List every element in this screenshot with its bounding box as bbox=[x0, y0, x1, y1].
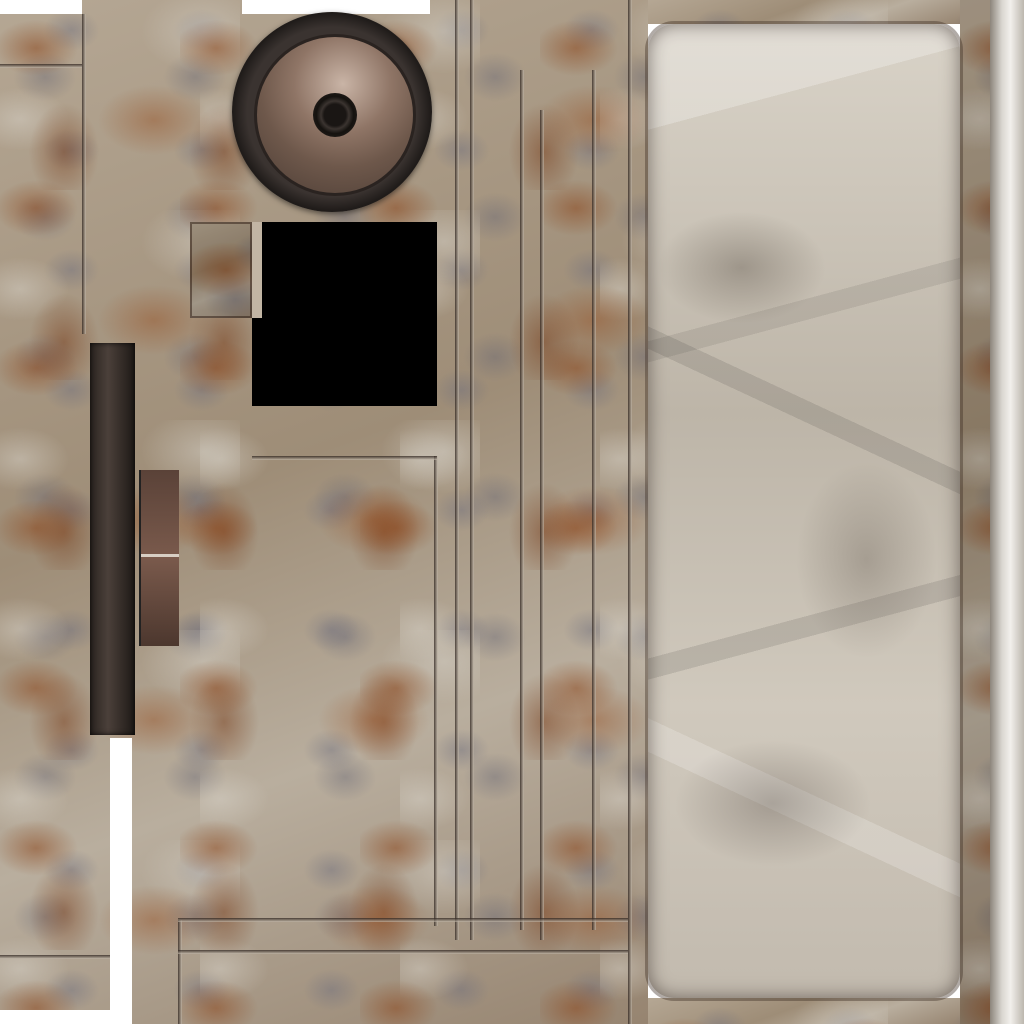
groove-line bbox=[470, 0, 474, 940]
dark-tab bbox=[139, 470, 179, 646]
groove-line bbox=[82, 14, 86, 334]
groove-line bbox=[455, 0, 459, 940]
groove-line bbox=[0, 955, 110, 959]
small-tile bbox=[190, 222, 252, 318]
groove-line bbox=[178, 920, 182, 1024]
black-square bbox=[252, 222, 437, 406]
groove-line bbox=[540, 110, 544, 940]
groove-line bbox=[592, 70, 596, 930]
groove-line bbox=[178, 918, 628, 922]
uv-gap-top-left bbox=[0, 0, 82, 14]
dark-bar bbox=[90, 343, 135, 735]
groove-line bbox=[252, 456, 437, 460]
rusted-metal-top-border bbox=[648, 0, 960, 24]
uv-gap-bottom-left bbox=[110, 738, 132, 1024]
knob-face bbox=[254, 34, 416, 196]
groove-line bbox=[178, 950, 628, 954]
cloth-panel bbox=[648, 24, 960, 998]
black-square-notch bbox=[252, 222, 262, 318]
rusted-metal-right-border bbox=[960, 0, 990, 1024]
groove-line bbox=[434, 456, 438, 926]
uv-gap-bottom-corner bbox=[0, 1010, 110, 1024]
knob-hub bbox=[313, 93, 357, 137]
groove-line bbox=[0, 64, 82, 68]
groove-line bbox=[520, 70, 524, 930]
groove-line bbox=[628, 0, 632, 1024]
knob bbox=[232, 12, 432, 212]
rusted-metal-bottom-border bbox=[648, 998, 960, 1024]
metal-edge-strip bbox=[990, 0, 1024, 1024]
